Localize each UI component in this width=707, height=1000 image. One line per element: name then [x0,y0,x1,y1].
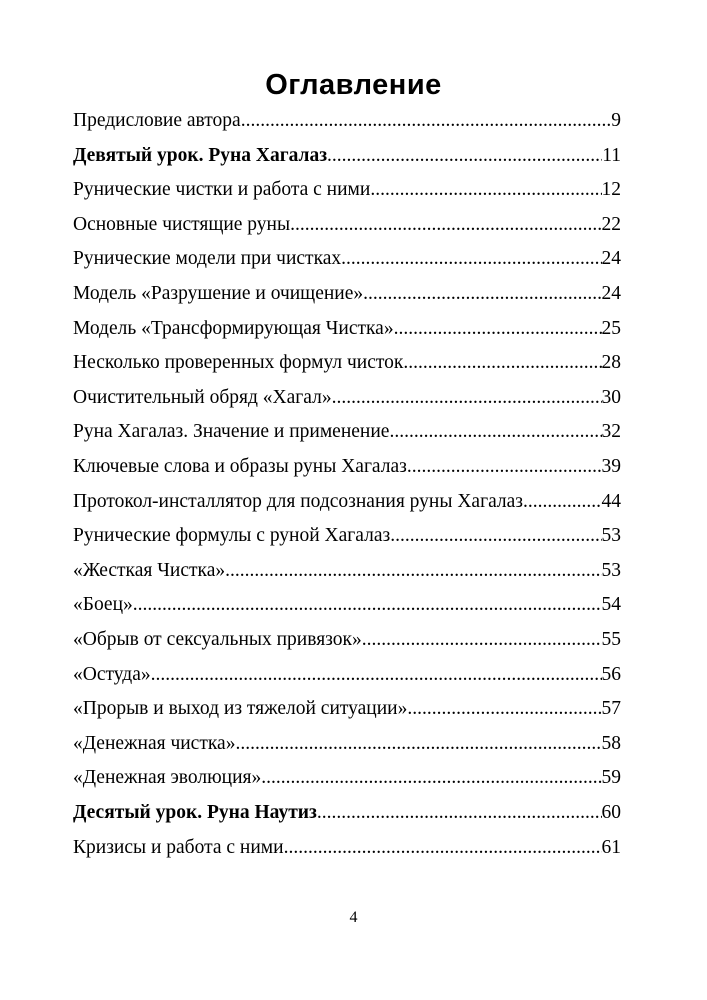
toc-entry-page: 53 [601,559,621,581]
toc-entry-page: 54 [601,594,621,616]
dot-leader [362,625,602,655]
dot-leader [363,279,601,309]
toc-entry-label: Кризисы и работа с ними [73,836,284,858]
toc-entry-page: 60 [601,802,621,823]
dot-leader [133,590,602,620]
dot-leader [225,556,601,586]
toc-entry-page: 25 [601,317,621,339]
dot-leader [403,348,601,378]
toc-entry-label: Рунические формулы с руной Хагалаз [73,525,391,547]
toc-entry[interactable] [73,694,621,724]
dot-leader [235,729,601,759]
toc-entry[interactable] [73,314,621,344]
toc-entry[interactable] [73,660,621,690]
toc-entry-label: Очистительный обряд «Хагал» [73,386,332,408]
toc-entry-label: Протокол-инсталлятор для подсознания руны Хагалаз [73,490,523,512]
toc-entry-page: 30 [601,386,621,408]
toc-entry-page: 61 [601,836,621,858]
dot-leader [332,383,602,413]
dot-leader [284,833,602,863]
toc-entry-label: Предисловие автора [73,110,241,131]
toc-entry[interactable] [73,487,621,517]
toc-entry-label: Рунические модели при чистках. [73,248,347,270]
toc-entry-label: «Обрыв от сексуальных привязок» [73,629,362,650]
toc-entry[interactable] [73,417,621,447]
toc-entry[interactable] [73,141,621,171]
toc-entry-label: «Денежная эволюция» [73,767,262,789]
dot-leader [407,452,602,482]
toc-title: Оглавление [265,69,442,101]
toc-entry[interactable] [73,279,621,309]
dot-leader [390,521,601,551]
toc-entry-label: Модель «Разрушение и очищение» [73,283,364,304]
toc-entry-label: Ключевые слова и образы руны Хагалаз [73,456,407,477]
toc-entry-page: 39 [601,456,621,477]
page-number: 4 [349,909,358,926]
toc-entry[interactable] [73,452,621,482]
dot-leader [241,106,612,136]
toc-entry[interactable] [73,348,621,378]
dot-leader [317,798,602,828]
toc-entry-label: Основные чистящие руны [73,213,291,235]
dot-leader [394,314,602,344]
toc-entry-page: 11 [602,144,621,166]
toc-entry-label: Руна Хагалаз. Значение и применение. [73,421,395,443]
toc-entry[interactable] [73,521,621,551]
toc-entry-label: Модель «Трансформирующая Чистка» [73,317,394,339]
dot-leader [290,210,601,240]
toc-entry-page: 22 [601,213,621,235]
toc-entry[interactable] [73,244,621,274]
toc-entry-label: «Прорыв и выход из тяжелой ситуации» [73,698,408,720]
toc-entry-page: 24 [601,248,621,270]
toc-entry-page: 32 [601,421,621,443]
toc-entry-page: 56 [601,663,621,685]
toc-entry-page: 28 [601,352,621,374]
dot-leader [407,694,601,724]
dot-leader [261,763,601,793]
toc-entry-page: 53 [601,525,621,547]
toc-entry[interactable] [73,106,621,136]
toc-entry-label: Девятый урок. Руна Хагалаз [73,144,328,166]
toc-entry[interactable] [73,625,621,655]
toc-entry[interactable] [73,383,621,413]
toc-entry-page: 59 [601,767,621,789]
toc-entry[interactable] [73,729,621,759]
toc-entry-label: Десятый урок. Руна Наутиз [73,802,317,823]
toc-entry[interactable] [73,763,621,793]
toc-entry[interactable] [73,590,621,620]
toc-entry-label: «Боец» [73,594,133,616]
dot-leader [327,141,602,171]
toc-entry-page: 55 [601,629,621,650]
toc-entry-page: 24 [601,283,621,304]
dot-leader [151,660,602,690]
toc-entry-label: «Остуда» [73,663,151,685]
toc-entry-page: 58 [601,732,621,754]
dot-leader [346,244,601,274]
toc-entry[interactable] [73,175,621,205]
dot-leader [394,417,601,447]
toc-entry-label: «Денежная чистка» [73,732,236,754]
toc-entry[interactable] [73,798,621,828]
toc-entry-page: 44 [601,490,621,512]
dot-leader [370,175,601,205]
toc-entry[interactable] [73,833,621,863]
toc-entry-page: 12 [601,179,621,201]
toc-entry-label: Несколько проверенных формул чисток [73,352,404,374]
toc-entry-label: Рунические чистки и работа с ними [73,179,371,201]
toc-entry-page: 57 [601,698,621,720]
toc-entry[interactable] [73,556,621,586]
dot-leader [523,487,602,517]
toc-entry-label: «Жесткая Чистка» [73,559,226,581]
toc-entry[interactable] [73,210,621,240]
toc-entry-page: 9 [611,110,621,131]
